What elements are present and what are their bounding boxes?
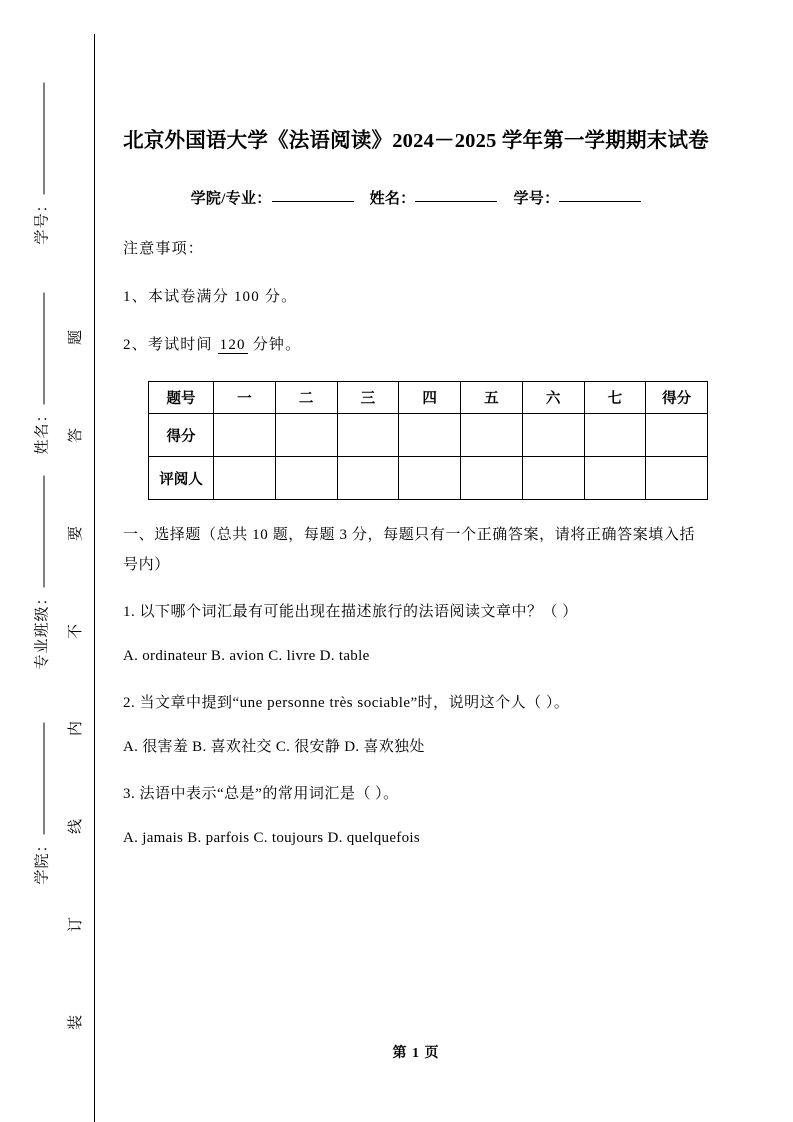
score-cell[interactable]	[399, 414, 461, 457]
name-blank[interactable]	[415, 201, 497, 202]
seal-char: 题	[68, 329, 85, 346]
seal-char: 答	[68, 427, 85, 443]
score-cell[interactable]	[584, 414, 646, 457]
seal-char: 内	[68, 721, 85, 737]
margin-field-rule	[44, 292, 45, 404]
student-id-blank[interactable]	[559, 201, 641, 202]
question-1-stem: 1. 以下哪个词汇最有可能出现在描述旅行的法语阅读文章中？（ ）	[123, 603, 578, 620]
section-heading-1: 一、选择题（总共 10 题，每题 3 分，每题只有一个正确答案，请将正确答案填入括号内）	[123, 527, 696, 573]
margin-field-zhuanyebanji: 专业班级：	[31, 632, 52, 670]
table-row	[149, 382, 708, 414]
score-table-header-cell: 四	[399, 382, 461, 414]
college-major-blank[interactable]	[272, 201, 354, 202]
score-cell[interactable]	[522, 414, 584, 457]
score-table-header-cell: 六	[522, 382, 584, 414]
margin-field-column	[22, 0, 60, 1122]
seal-char: 线	[68, 819, 85, 835]
student-id-label: 学号：	[513, 191, 560, 208]
score-cell[interactable]	[275, 414, 337, 457]
score-table-header-cell: 五	[461, 382, 523, 414]
reviewer-cell[interactable]	[646, 457, 708, 500]
question-3-options: A. jamais B. parfois C. toujours D. quelquefois	[123, 830, 420, 847]
notice-item-1: 1、本试卷满分 100 分。	[123, 289, 298, 306]
score-row-label: 得分	[149, 414, 214, 457]
notice-item-2	[123, 333, 709, 354]
reviewer-cell[interactable]	[399, 457, 461, 500]
score-table	[148, 381, 708, 500]
reviewer-cell[interactable]	[522, 457, 584, 500]
name-label: 姓名：	[369, 191, 416, 208]
score-cell[interactable]	[337, 414, 399, 457]
notice-item-2-suffix: 分钟。	[252, 337, 302, 354]
page-title: 北京外国语大学《法语阅读》2024－2025 学年第一学期期末试卷	[123, 130, 709, 152]
score-table-header-cell: 题号	[149, 382, 214, 414]
margin-field-rule	[44, 82, 45, 194]
margin-field-rule	[44, 475, 45, 587]
reviewer-row-label: 评阅人	[149, 457, 214, 500]
margin-field-xueyuan: 学院：	[31, 847, 52, 885]
seal-char: 装	[68, 1014, 85, 1030]
score-table-header-cell: 三	[337, 382, 399, 414]
margin-field-rule	[44, 722, 45, 834]
document-body	[123, 0, 709, 853]
reviewer-cell[interactable]	[337, 457, 399, 500]
score-cell[interactable]	[461, 414, 523, 457]
score-table-header-cell: 一	[214, 382, 276, 414]
table-row	[149, 414, 708, 457]
reviewer-cell[interactable]	[275, 457, 337, 500]
question-2-stem: 2. 当文章中提到“une personne très sociable”时，说明这个人（ ）。	[123, 694, 570, 711]
seal-line-column	[62, 330, 92, 1030]
reviewer-cell[interactable]	[584, 457, 646, 500]
notice-heading: 注意事项：	[123, 241, 205, 258]
reviewer-cell[interactable]	[214, 457, 276, 500]
score-table-header-cell: 七	[584, 382, 646, 414]
seal-char: 要	[68, 525, 85, 541]
score-table-header-cell: 二	[275, 382, 337, 414]
score-cell[interactable]	[646, 414, 708, 457]
exam-duration-value: 120	[219, 337, 246, 354]
score-table-header-cell: 得分	[646, 382, 708, 414]
seal-char: 订	[68, 917, 85, 933]
seal-char: 不	[68, 623, 85, 639]
table-row	[149, 457, 708, 500]
student-info-line	[123, 187, 709, 208]
margin-field-xingming: 姓名：	[31, 417, 52, 455]
binding-line	[94, 34, 95, 1122]
notice-item-2-prefix: 2、考试时间	[123, 337, 213, 354]
page-footer: 第 1 页	[392, 1046, 440, 1061]
question-1-options: A. ordinateur B. avion C. livre D. table	[123, 648, 370, 665]
question-3-stem: 3. 法语中表示“总是”的常用词汇是（ ）。	[123, 785, 399, 802]
college-major-label: 学院/专业：	[190, 191, 272, 208]
question-2-options: A. 很害羞 B. 喜欢社交 C. 很安静 D. 喜欢独处	[123, 739, 425, 756]
score-cell[interactable]	[214, 414, 276, 457]
reviewer-cell[interactable]	[461, 457, 523, 500]
margin-field-xuehao: 学号：	[31, 207, 52, 245]
